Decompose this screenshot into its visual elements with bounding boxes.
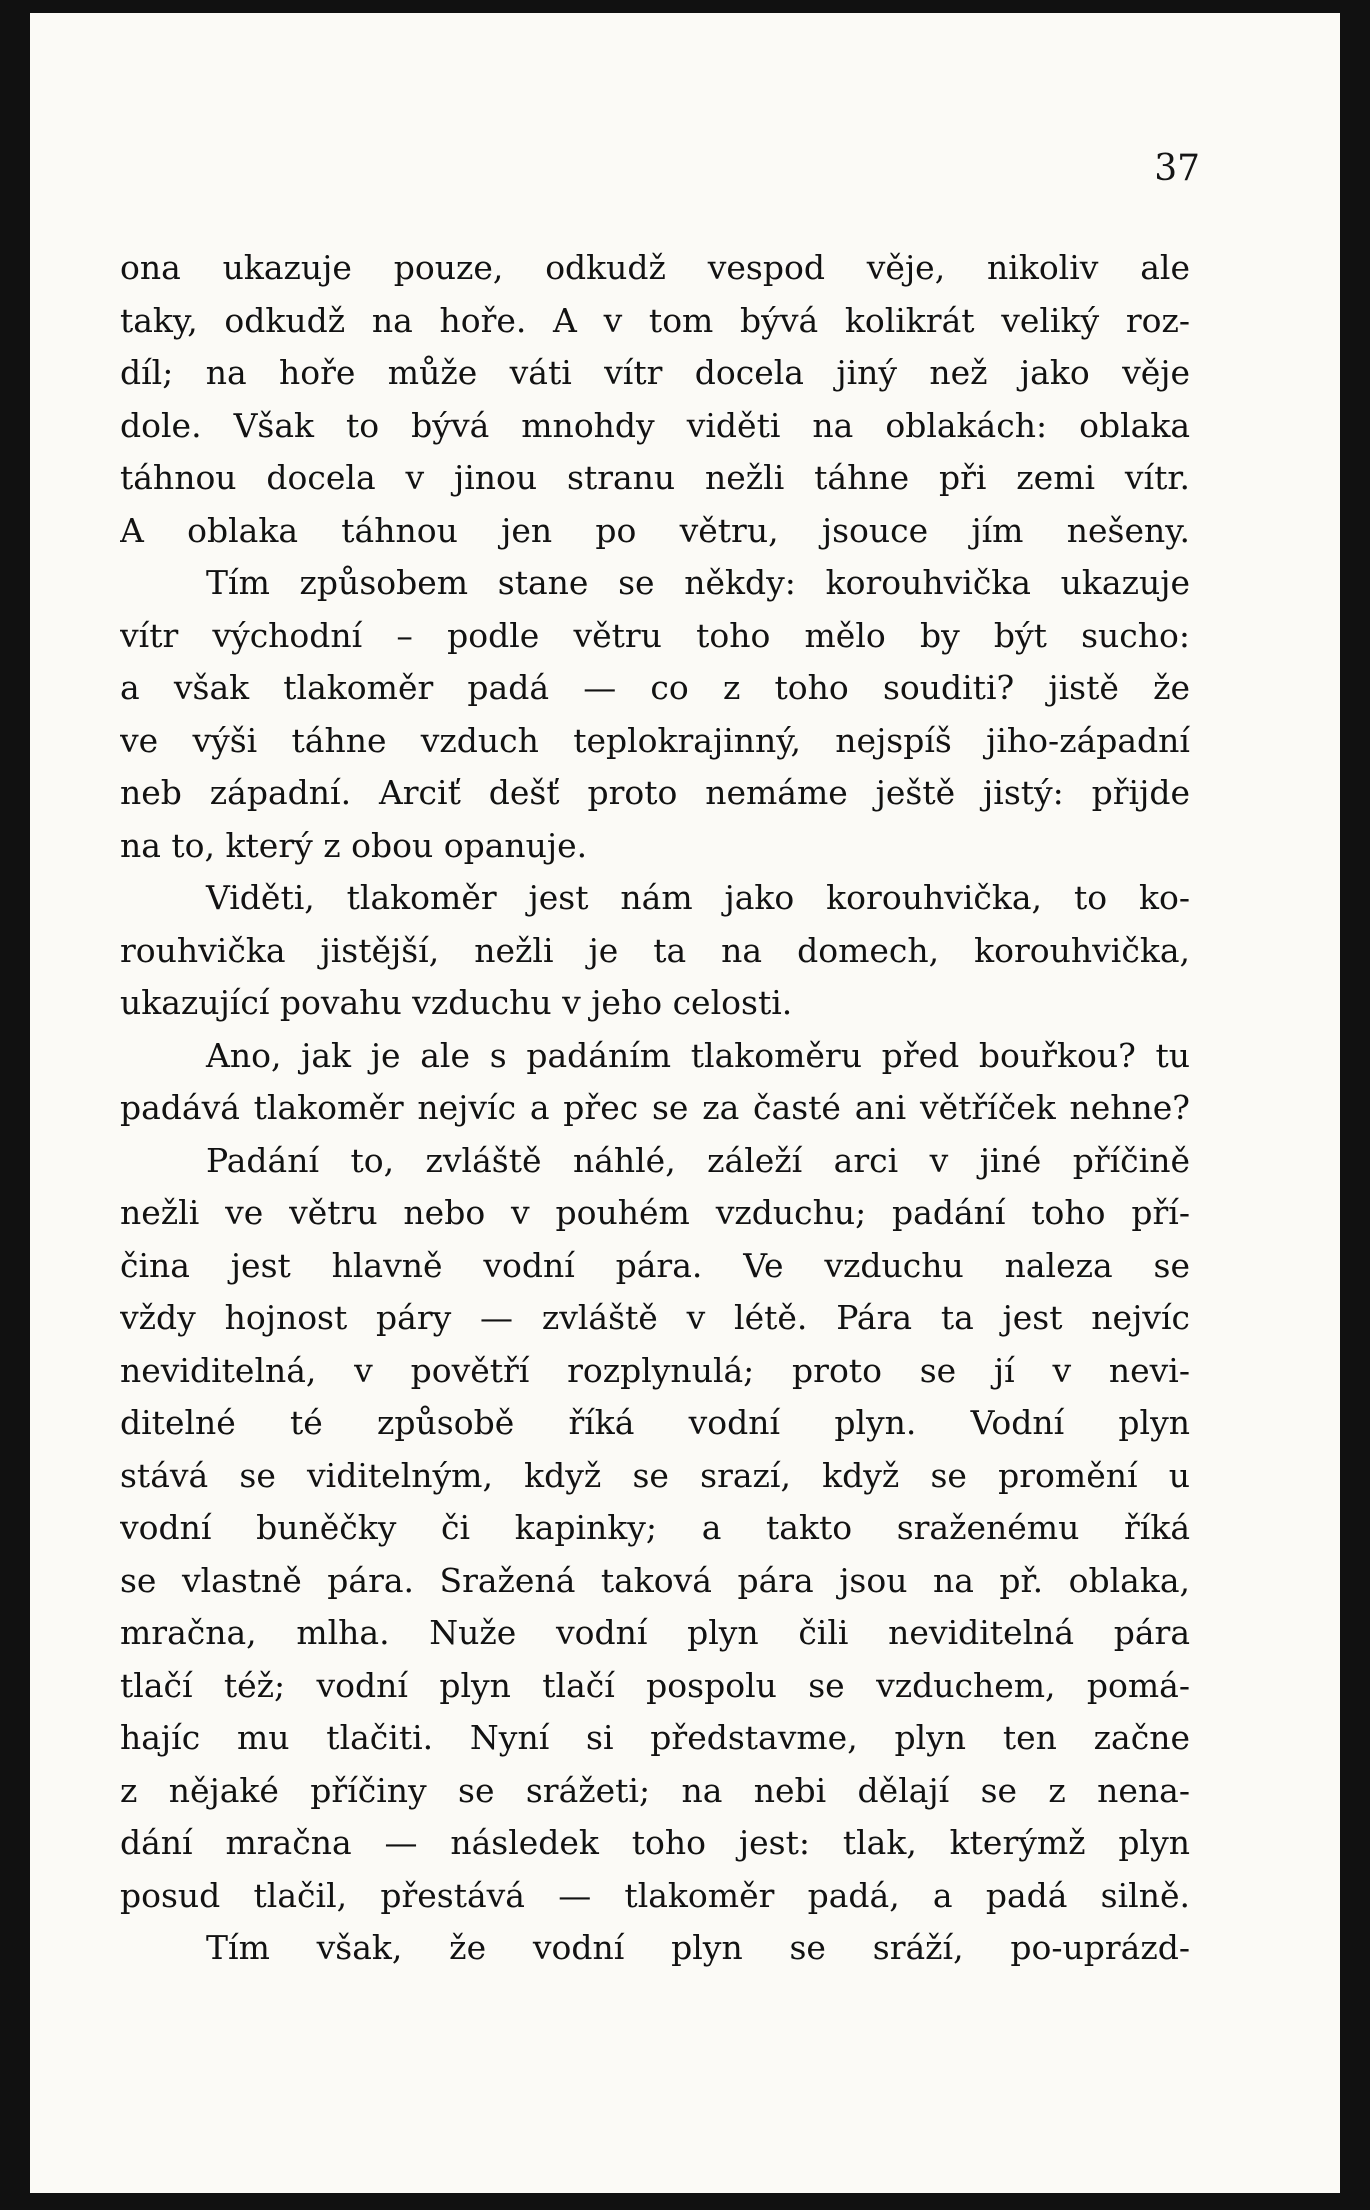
page-number: 37	[1154, 148, 1200, 189]
text-line: ona ukazuje pouze, odkudž vespod věje, nikoliv ale	[120, 248, 1190, 287]
body-text	[120, 242, 1190, 1975]
text-line: díl; na hoře může váti vítr docela jiný než jako věje	[120, 353, 1190, 392]
text-line: nežli ve větru nebo v pouhém vzduchu; padání toho pří-	[120, 1193, 1190, 1232]
text-line: A oblaka táhnou jen po větru, jsouce jím nešeny.	[120, 510, 1190, 550]
text-line: Padání to, zvláště náhlé, záleží arci v jiné příčině	[206, 1140, 1190, 1180]
text-line: vítr východní – podle větru toho mělo by být sucho:	[120, 615, 1190, 655]
text-line: padává tlakoměr nejvíc a přec se za časté ani větříček nehne?	[120, 1088, 1190, 1127]
text-line: dole. Však to bývá mnohdy viděti na oblakách: oblaka	[120, 405, 1190, 445]
text-line: rouhvička jistější, nežli je ta na domech, korouhvička,	[120, 930, 1190, 970]
text-line: mračna, mlha. Nuže vodní plyn čili neviditelná pára	[120, 1613, 1190, 1652]
text-line: vodní buněčky či kapinky; a takto sraženému říká	[120, 1508, 1190, 1547]
text-line: Tím však, že vodní plyn se sráží, po-uprázd-	[206, 1928, 1190, 1967]
text-line: se vlastně pára. Sražená taková pára jsou na př. oblaka,	[120, 1560, 1190, 1600]
text-line: hajíc mu tlačiti. Nyní si představme, plyn ten začne	[120, 1718, 1190, 1757]
text-line: neviditelná, v povětří rozplynulá; proto se jí v nevi-	[120, 1350, 1190, 1390]
text-line: z nějaké příčiny se srážeti; na nebi dělají se z nena-	[120, 1770, 1190, 1810]
text-line: a však tlakoměr padá — co z toho souditi? jistě že	[120, 668, 1190, 707]
text-line: ditelné té způsobě říká vodní plyn. Vodní plyn	[120, 1403, 1190, 1442]
text-line: Ano, jak je ale s padáním tlakoměru před bouřkou? tu	[206, 1035, 1190, 1075]
text-line: Tím způsobem stane se někdy: korouhvička ukazuje	[206, 563, 1190, 602]
text-line: dání mračna — následek toho jest: tlak, kterýmž plyn	[120, 1823, 1190, 1862]
text-line: táhnou docela v jinou stranu nežli táhne při zemi vítr.	[120, 458, 1190, 497]
text-line: čina jest hlavně vodní pára. Ve vzduchu naleza se	[120, 1245, 1190, 1285]
text-line: posud tlačil, přestává — tlakoměr padá, a padá silně.	[120, 1875, 1190, 1915]
text-line: vždy hojnost páry — zvláště v létě. Pára ta jest nejvíc	[120, 1298, 1190, 1337]
text-line: taky, odkudž na hoře. A v tom bývá kolikrát veliký roz-	[120, 300, 1190, 340]
text-line: tlačí též; vodní plyn tlačí pospolu se vzduchem, pomá-	[120, 1665, 1190, 1705]
text-line: na to, který z obou opanuje.	[120, 825, 588, 865]
text-line: Viděti, tlakoměr jest nám jako korouhvička, to ko-	[206, 878, 1190, 917]
text-line: ukazující povahu vzduchu v jeho celosti.	[120, 983, 793, 1022]
text-line: neb západní. Arciť dešť proto nemáme ještě jistý: přijde	[120, 773, 1190, 812]
text-line: stává se viditelným, když se srazí, když se promění u	[120, 1455, 1190, 1495]
text-line: ve výši táhne vzduch teplokrajinný, nejspíš jiho-západní	[120, 720, 1190, 760]
